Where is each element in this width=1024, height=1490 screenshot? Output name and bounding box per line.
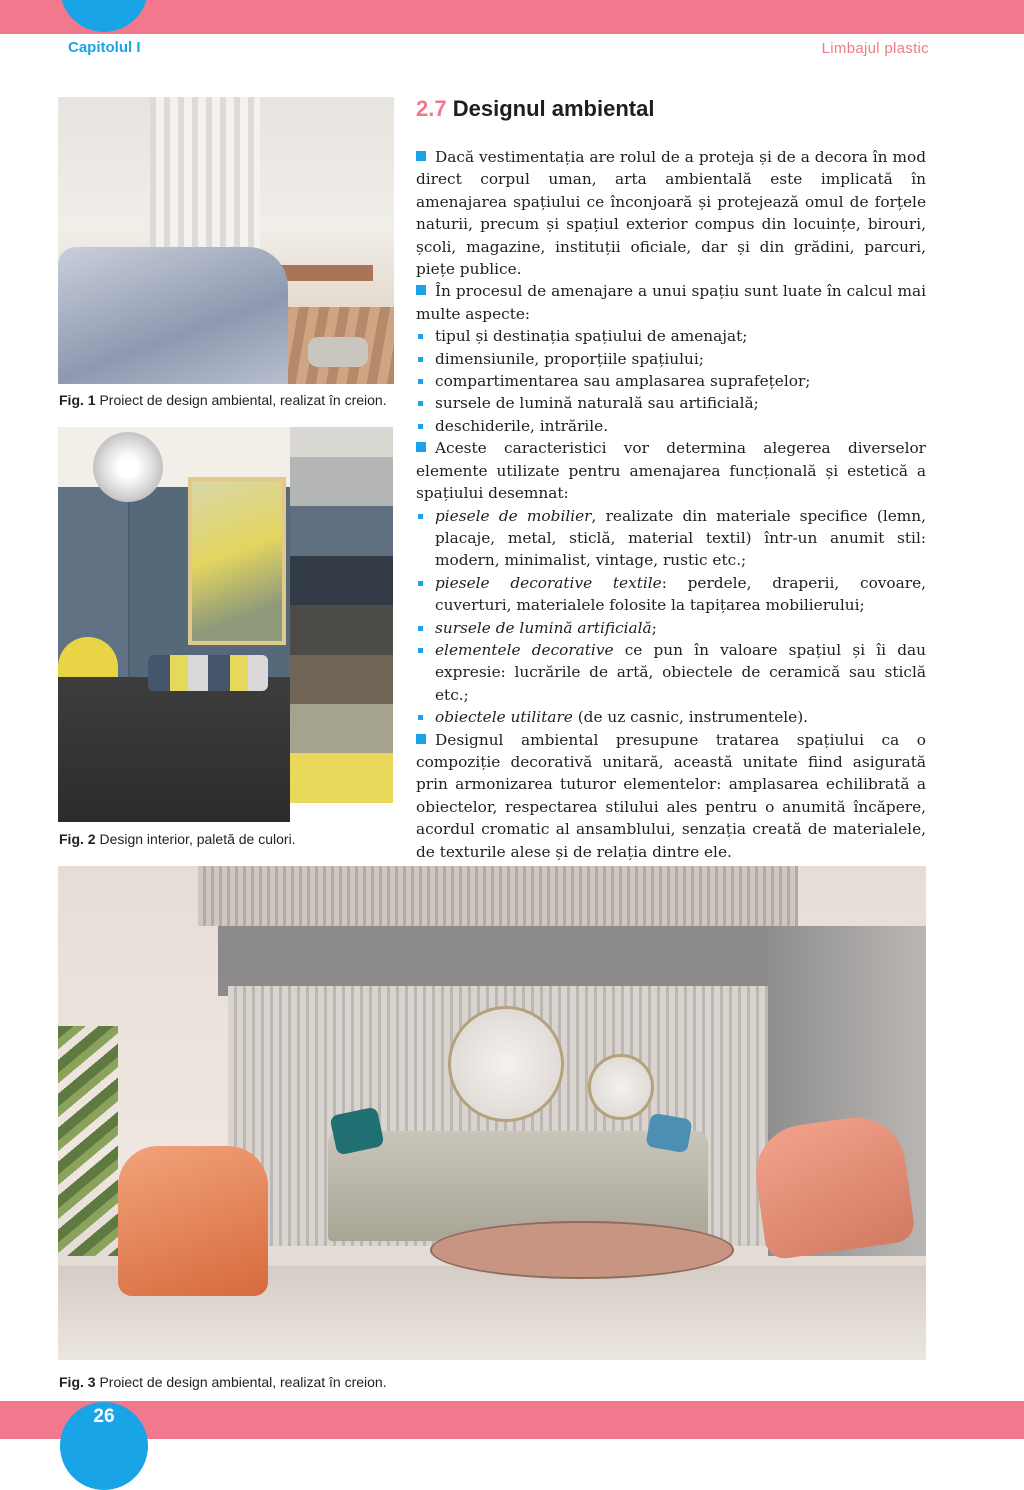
list-item <box>416 325 926 347</box>
list-item-text: deschiderile, intrările. <box>435 416 609 435</box>
figure-1-label: Fig. 1 <box>59 392 96 408</box>
section-heading <box>416 96 654 122</box>
bullet-icon <box>418 379 423 384</box>
list-item-text: , realizate din materiale specifice (lemn, placaje, metal, sticlă, material textil) într-un anumit stil: modern, minimalist, vintage, rustic etc.; <box>435 506 926 570</box>
figure-2-label: Fig. 2 <box>59 831 96 847</box>
paragraph-1 <box>416 146 926 280</box>
list-item <box>416 505 926 572</box>
figure-3-living-room-sketch <box>58 866 926 1360</box>
palette-swatch <box>290 506 393 555</box>
list-item-emphasis: elementele decorative <box>435 640 614 659</box>
list-item <box>416 415 926 437</box>
figure-2-caption <box>59 831 296 847</box>
square-bullet-icon <box>416 734 426 744</box>
list-item <box>416 617 926 639</box>
list-item-emphasis: obiectele utilitare <box>435 708 573 727</box>
bullet-icon <box>418 401 423 406</box>
list-item-emphasis: sursele de lumină artificială <box>435 618 652 637</box>
top-band <box>0 0 1024 34</box>
list-item <box>416 572 926 617</box>
list-item <box>416 392 926 414</box>
ceiling-slats-drawing <box>198 866 798 926</box>
paragraph-3 <box>416 437 926 504</box>
list-item-text: ; <box>651 618 657 637</box>
list-item-text: ce pun în valoare spațiul și îi dau expresie: lucrările de artă, obiectele de ceramică sau sticlă etc.; <box>435 640 927 704</box>
plant-drawing <box>58 1026 118 1256</box>
color-palette <box>290 427 393 803</box>
wall-painting <box>188 477 286 645</box>
bullet-icon <box>418 581 423 586</box>
dark-bed <box>58 677 290 822</box>
blue-cushion-drawing <box>645 1113 692 1154</box>
chandelier <box>93 432 163 502</box>
list-item-text: sursele de lumină naturală sau artificială; <box>435 394 759 413</box>
palette-swatch <box>290 556 393 605</box>
aspects-list <box>416 325 926 437</box>
bottom-band <box>0 1401 1024 1439</box>
square-bullet-icon <box>416 151 426 161</box>
list-item <box>416 348 926 370</box>
paragraph-2-text: În procesul de amenajare a unui spațiu sunt luate în calcul mai multe aspecte: <box>416 282 926 323</box>
bullet-icon <box>418 626 423 631</box>
round-wall-art-small <box>588 1054 654 1120</box>
paragraph-4 <box>416 729 926 863</box>
figure-1-bedroom-sketch <box>58 97 394 384</box>
figure-1-caption <box>59 392 387 408</box>
list-item-text: : perdele, draperii, covoare, cuverturi, materialele folosite la tapițarea mobilierului; <box>435 573 926 615</box>
list-item-emphasis: piesele decorative textile <box>435 573 662 592</box>
palette-swatch <box>290 427 393 457</box>
square-bullet-icon <box>416 442 426 452</box>
figure-3-caption <box>59 1374 387 1390</box>
orange-armchair-drawing <box>118 1146 268 1296</box>
palette-swatch <box>290 753 393 802</box>
list-item <box>416 639 926 706</box>
bullet-icon <box>418 424 423 429</box>
paragraph-3-text: Aceste caracteristici vor determina alegerea diverselor elemente utilizate pentru amenajarea funcțională și estetică a spațiului desemnat: <box>416 439 926 503</box>
list-item-text: dimensiunile, proporțiile spațiului; <box>435 349 704 368</box>
elements-list <box>416 505 926 729</box>
paragraph-1-text: Dacă vestimentația are rolul de a proteja și de a decora în mod direct corpul uman, arta ambientală este implicată în amenajarea spațiului ce înconjoară și protejează omul de forțele naturii, precum și spațiul exterior compus din locuințe, birouri, școli, magazine, instituții oficiale, dar și din grădini, parcuri, piețe publice. <box>416 148 926 279</box>
page-number: 26 <box>93 1406 115 1427</box>
section-title: Designul ambiental <box>452 96 655 121</box>
bed-drawing <box>58 247 288 384</box>
list-item-text: (de uz casnic, instrumentele). <box>572 708 809 727</box>
paragraph-2 <box>416 280 926 325</box>
palette-swatch <box>290 655 393 704</box>
list-item-text: tipul și destinația spațiului de amenajat; <box>435 327 748 346</box>
palette-swatch <box>290 605 393 654</box>
coffee-table-drawing <box>430 1221 734 1279</box>
body-text <box>416 146 926 863</box>
bullet-icon <box>418 715 423 720</box>
chapter-label: Capitolul I <box>68 39 141 56</box>
bullet-icon <box>418 648 423 653</box>
floor-pillow-drawing <box>308 337 368 367</box>
figure-2-caption-text: Design interior, paletă de culori. <box>99 831 296 847</box>
bed-pillows <box>148 655 268 691</box>
curtain-drawing <box>150 97 260 257</box>
bullet-icon <box>418 334 423 339</box>
bullet-icon <box>418 514 423 519</box>
palette-swatch <box>290 457 393 506</box>
figure-2-bedroom-photo <box>58 427 290 822</box>
bullet-icon <box>418 357 423 362</box>
figure-3-caption-text: Proiect de design ambiental, realizat în creion. <box>99 1374 387 1390</box>
list-item-text: compartimentarea sau amplasarea suprafețelor; <box>435 372 811 391</box>
paragraph-4-text: Designul ambiental presupune tratarea spațiului ca o compoziție decorativă unitară, această unitate fiind asigurată prin armonizarea tuturor elementelor: amplasarea echilibrată a obiectelor, respectarea stilului ales pentru o anumită încăpere, acordul cromatic al ansamblului, senzația creată de materialele, de texturile alese și de relația dintre ele. <box>416 730 926 861</box>
square-bullet-icon <box>416 285 426 295</box>
list-item-emphasis: piesele de mobilier <box>435 506 592 525</box>
subject-label: Limbajul plastic <box>821 40 929 57</box>
list-item <box>416 370 926 392</box>
section-number: 2.7 <box>416 96 447 121</box>
palette-swatch <box>290 704 393 753</box>
figure-3-label: Fig. 3 <box>59 1374 96 1390</box>
figure-1-caption-text: Proiect de design ambiental, realizat în creion. <box>99 392 387 408</box>
round-wall-art-large <box>448 1006 564 1122</box>
list-item <box>416 706 926 728</box>
